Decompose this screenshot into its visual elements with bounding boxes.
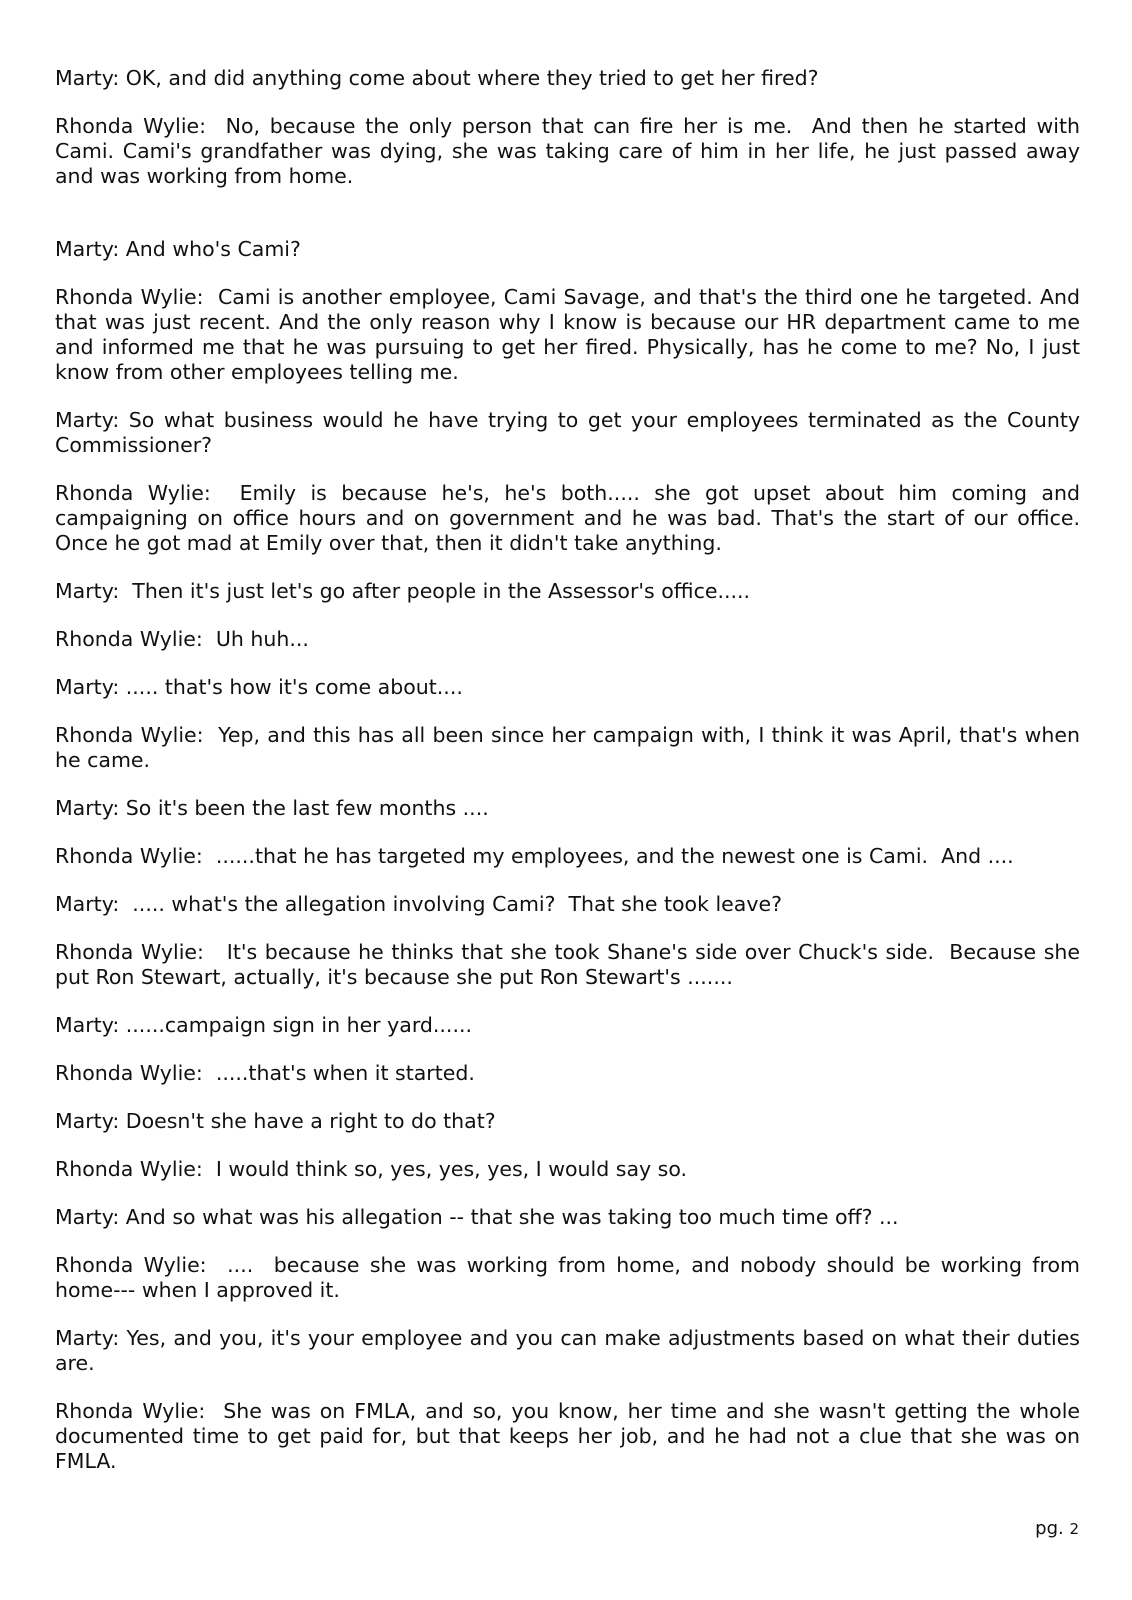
transcript-paragraph: Rhonda Wylie: ......that he has targeted my employees, and the newest one is Cami. And .... (55, 844, 1014, 868)
transcript-paragraph: Marty: OK, and did anything come about where they tried to get her fired? (55, 66, 819, 90)
transcript-paragraph: Marty: And who's Cami? (55, 237, 301, 261)
transcript-paragraph: Rhonda Wylie: No, because the only person that can fire her is me. And then he started with Cami. Cami's grandfather was dying, she was taking care of him in her life, he just passed away and was working from home. (55, 114, 1087, 188)
transcript-paragraph: Marty: Doesn't she have a right to do that? (55, 1109, 496, 1133)
transcript-paragraph: Rhonda Wylie: .... because she was working from home, and nobody should be working from home--- when I approved it. (55, 1253, 1087, 1302)
transcript-paragraph: Rhonda Wylie: .....that's when it started. (55, 1061, 475, 1085)
transcript-paragraph: Marty: And so what was his allegation -- that she was taking too much time off? ... (55, 1205, 899, 1229)
page-number-value: 2 (1069, 1520, 1079, 1538)
transcript-paragraph: Marty: ..... what's the allegation involving Cami? That she took leave? (55, 892, 782, 916)
page-number (1035, 1518, 1079, 1540)
transcript-page (55, 66, 1087, 1497)
transcript-paragraph: Rhonda Wylie: She was on FMLA, and so, you know, her time and she wasn't getting the whole documented time to get paid for, but that keeps her job, and he had not a clue that she was on FMLA. (55, 1399, 1087, 1473)
page-number-label: pg. (1035, 1518, 1064, 1539)
transcript-paragraph: Rhonda Wylie: Uh huh... (55, 627, 309, 651)
transcript-paragraph: Rhonda Wylie: Yep, and this has all been since her campaign with, I think it was April, that's when he came. (55, 723, 1087, 772)
transcript-paragraph: Rhonda Wylie: Emily is because he's, he's both..... she got upset about him coming and campaigning on office hours and on government and he was bad. That's the start of our office. Once he got mad at Emily over that, then it didn't take anything. (55, 481, 1087, 555)
transcript-paragraph: Marty: So it's been the last few months .... (55, 796, 489, 820)
transcript-paragraph: Rhonda Wylie: It's because he thinks that she took Shane's side over Chuck's side. Because she put Ron Stewart, actually, it's because she put Ron Stewart's ....... (55, 940, 1087, 989)
transcript-paragraph: Marty: ......campaign sign in her yard...... (55, 1013, 472, 1037)
transcript-paragraph: Marty: So what business would he have trying to get your employees terminated as the County Commissioner? (55, 408, 1087, 457)
transcript-paragraph: Marty: ..... that's how it's come about.... (55, 675, 463, 699)
transcript-paragraph: Marty: Yes, and you, it's your employee and you can make adjustments based on what their duties are. (55, 1326, 1087, 1375)
transcript-paragraph: Rhonda Wylie: I would think so, yes, yes, yes, I would say so. (55, 1157, 688, 1181)
transcript-paragraph: Rhonda Wylie: Cami is another employee, Cami Savage, and that's the third one he targeted. And that was just recent. And the only reason why I know is because our HR department came to me and informed me that he was pursuing to get her fired. Physically, has he come to me? No, I just know from other employees telling me. (55, 285, 1087, 384)
transcript-paragraph: Marty: Then it's just let's go after people in the Assessor's office..... (55, 579, 751, 603)
